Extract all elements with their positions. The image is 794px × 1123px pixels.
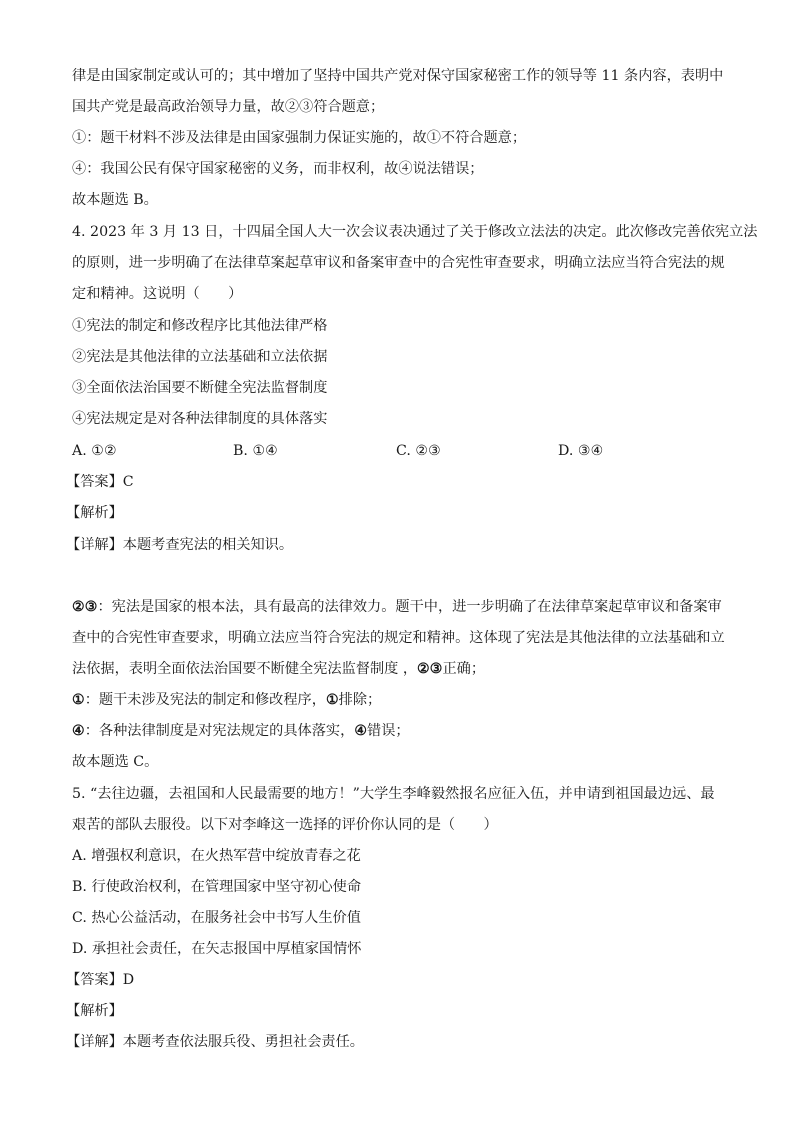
- explanation-text: 法依据，表明全面依法治国要不断健全宪法监督制度 ，: [72, 661, 418, 677]
- explanation-line: [72, 690, 381, 710]
- statement-item: ④宪法规定是对各种法律制度的具体落实: [72, 411, 328, 427]
- answer-label: 【答案】: [66, 474, 123, 490]
- explanation-text: 排除；: [338, 692, 382, 708]
- detail-text: 本题考查依法服兵役、勇担社会责任。: [122, 1034, 364, 1050]
- answer-line: [66, 472, 134, 492]
- question-4-stem: 4. 2023 年 3 月 13 日，十四届全国人大一次会议表决通过了关于修改立法法的决定。此次修改完善依宪立法: [72, 224, 758, 240]
- key-marker: ④: [72, 723, 85, 739]
- answer-line: [66, 970, 134, 990]
- option-b: B. ①④: [233, 443, 278, 459]
- explanation-line: [72, 597, 722, 617]
- text-line: 国共产党是最高政治领导力量，故②③符合题意；: [72, 99, 385, 115]
- detail-text: 本题考查宪法的相关知识。: [122, 537, 294, 553]
- option-c: C. 热心公益活动，在服务社会中书写人生价值: [72, 910, 361, 926]
- question-5-stem: 艰苦的部队去服役。以下对李峰这一选择的评价你认同的是（ ）: [72, 817, 498, 833]
- statement-item: ③全面依法治国要不断健全宪法监督制度: [72, 380, 328, 396]
- question-4-stem: 的原则，进一步明确了在法律草案起草审议和备案审查中的合宪性审查要求，明确立法应当符合宪法的规: [72, 255, 725, 271]
- question-5-stem: 5. “去往边疆，去祖国和人民最需要的地方！”大学生李峰毅然报名应征入伍，并申请到祖国最边远、最: [72, 786, 715, 802]
- option-b: B. 行使政治权利，在管理国家中坚守初心使命: [72, 879, 362, 895]
- conclusion-line: 故本题选 C。: [72, 754, 159, 770]
- question-4-stem: 定和精神。这说明（ ）: [72, 286, 243, 302]
- option-d: D. ③④: [558, 443, 604, 459]
- answer-label: 【答案】: [66, 972, 123, 988]
- key-marker: ①: [325, 692, 339, 708]
- key-marker: ④: [354, 723, 368, 739]
- text-line: 故本题选 B。: [72, 192, 158, 208]
- explanation-text: ：各种法律制度是对宪法规定的具体落实，: [84, 723, 355, 739]
- explanation-text: 正确；: [442, 661, 486, 677]
- explanation-text: 错误；: [367, 723, 410, 739]
- detail-label: 【详解】: [66, 537, 123, 553]
- analysis-label: 【解析】: [66, 1003, 123, 1019]
- explanation-line: [72, 721, 410, 741]
- explanation-text: ：宪法是国家的根本法，具有最高的法律效力。题干中，进一步明确了在法律草案起草审议和备案审: [97, 599, 722, 615]
- key-marker: ②③: [72, 599, 98, 615]
- detail-line: [66, 1032, 364, 1052]
- explanation-line: [72, 659, 485, 679]
- statement-item: ①宪法的制定和修改程序比其他法律严格: [72, 318, 328, 334]
- detail-label: 【详解】: [66, 1034, 123, 1050]
- option-d: D. 承担社会责任，在矢志报国中厚植家国情怀: [72, 941, 362, 957]
- key-marker: ①: [72, 692, 85, 708]
- option-a: A. 增强权利意识，在火热军营中绽放青春之花: [72, 848, 361, 864]
- answer-value: D: [122, 972, 135, 988]
- text-line: ④：我国公民有保守国家秘密的义务，而非权利，故④说法错误；: [72, 161, 484, 177]
- option-c: C. ②③: [396, 443, 441, 459]
- text-line: 律是由国家制定或认可的；其中增加了坚持中国共产党对保守国家秘密工作的领导等 11 条内容，表明中: [72, 68, 724, 84]
- analysis-label: 【解析】: [66, 505, 123, 521]
- option-a: A. ①②: [72, 443, 117, 459]
- answer-value: C: [122, 474, 134, 490]
- text-line: ①：题干材料不涉及法律是由国家强制力保证实施的，故①不符合题意；: [72, 130, 527, 146]
- detail-line: [66, 535, 293, 555]
- explanation-text: ：题干未涉及宪法的制定和修改程序，: [84, 692, 326, 708]
- statement-item: ②宪法是其他法律的立法基础和立法依据: [72, 349, 328, 365]
- key-marker: ②③: [417, 661, 443, 677]
- explanation-line: 查中的合宪性审查要求，明确立法应当符合宪法的规定和精神。这体现了宪法是其他法律的立法基础和立: [72, 630, 725, 646]
